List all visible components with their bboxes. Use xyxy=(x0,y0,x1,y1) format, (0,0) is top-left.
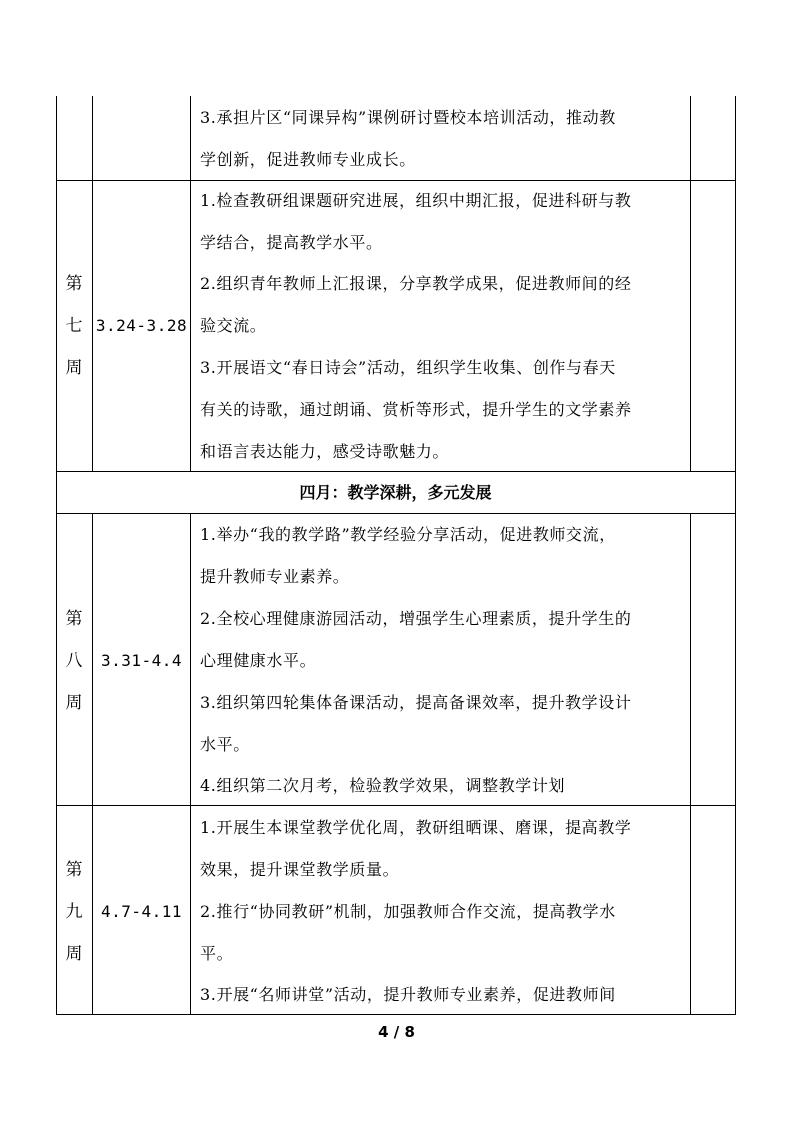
activity-line: 学结合，提高教学水平。 xyxy=(200,233,383,252)
activity-line: 4.组织第二次月考，检验教学效果，调整教学计划 xyxy=(200,776,566,795)
activity-line: 有关的诗歌，通过朗诵、赏析等形式，提升学生的文学素养 xyxy=(200,400,632,419)
activity-line: 效果，提升课堂教学质量。 xyxy=(200,860,400,879)
date-range: 4.7-4.11 xyxy=(100,902,183,921)
activity-line: 提升教师专业素养。 xyxy=(200,567,350,586)
activity-line: 和语言表达能力，感受诗歌魅力。 xyxy=(200,442,450,461)
col-divider-week xyxy=(92,96,93,472)
date-range: 3.31-4.4 xyxy=(100,651,183,670)
activity-line: 学创新，促进教师专业成长。 xyxy=(200,150,416,169)
week-label-char: 第 xyxy=(65,274,83,294)
col-divider-notes-2 xyxy=(690,514,691,1015)
activity-line: 1.举办“我的教学路”教学经验分享活动，促进教师交流， xyxy=(200,525,616,544)
activity-line: 3.开展语文“春日诗会”活动，组织学生收集、创作与春天 xyxy=(200,358,616,377)
table-border-bottom xyxy=(56,1014,736,1015)
section-heading: 四月：教学深耕，多元发展 xyxy=(299,483,492,502)
week-label-char: 周 xyxy=(65,693,83,713)
col-divider-week-2 xyxy=(92,514,93,1015)
activity-line: 2.组织青年教师上汇报课，分享教学成果，促进教师间的经 xyxy=(200,274,632,293)
week-label-char: 九 xyxy=(65,902,83,922)
col-divider-date-2 xyxy=(190,514,191,1015)
row-divider xyxy=(56,180,736,181)
activity-line: 3.承担片区“同课异构”课例研讨暨校本培训活动，推动教 xyxy=(200,108,616,127)
activity-line: 水平。 xyxy=(200,735,250,754)
col-divider-date xyxy=(190,96,191,472)
page-number: 4 / 8 xyxy=(378,1023,415,1041)
table-border-right xyxy=(735,96,736,1015)
week-label-char: 第 xyxy=(65,609,83,629)
activity-line: 1.开展生本课堂教学优化周，教研组晒课、磨课，提高教学 xyxy=(200,818,632,837)
activity-line: 心理健康水平。 xyxy=(200,651,317,670)
week-label-char: 第 xyxy=(65,860,83,880)
activity-line: 1.检查教研组课题研究进展，组织中期汇报，促进科研与教 xyxy=(200,191,632,210)
activity-line: 2.推行“协同教研”机制，加强教师合作交流，提高教学水 xyxy=(200,902,616,921)
activity-line: 验交流。 xyxy=(200,316,267,335)
week-label-char: 周 xyxy=(65,944,83,964)
week-label-char: 周 xyxy=(65,358,83,378)
row-divider xyxy=(56,471,736,472)
week-label-char: 七 xyxy=(65,316,83,336)
week-label-char: 八 xyxy=(65,651,83,671)
date-range: 3.24-3.28 xyxy=(95,316,188,335)
row-divider xyxy=(56,513,736,514)
col-divider-notes xyxy=(690,96,691,472)
row-divider xyxy=(56,805,736,806)
activity-line: 平。 xyxy=(200,944,234,963)
activity-line: 3.开展“名师讲堂”活动，提升教师专业素养，促进教师间 xyxy=(200,985,616,1004)
activity-line: 3.组织第四轮集体备课活动，提高备课效率，提升教学设计 xyxy=(200,693,632,712)
activity-line: 2.全校心理健康游园活动，增强学生心理素质，提升学生的 xyxy=(200,609,632,628)
